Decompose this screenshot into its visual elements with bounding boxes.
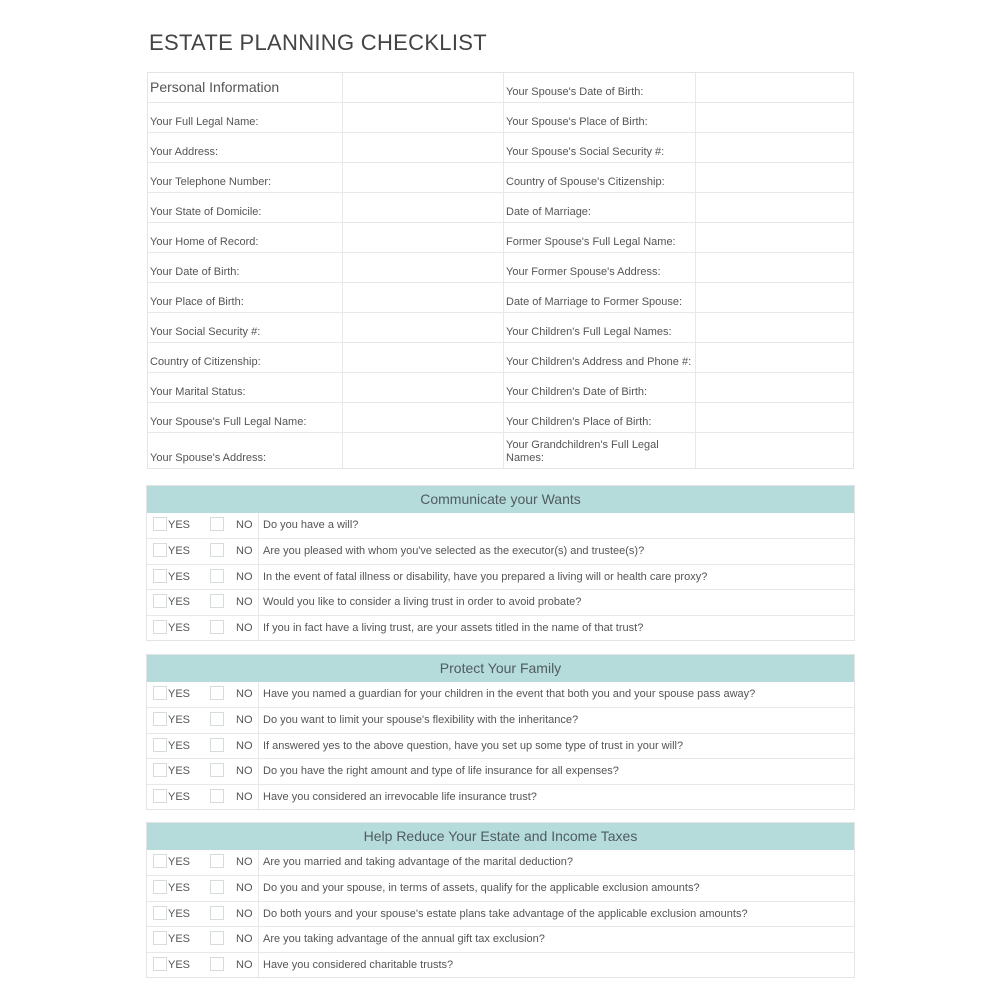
question-text: Do you and your spouse, in terms of assets, qualify for the applicable exclusion amounts? — [263, 882, 700, 895]
column-divider — [258, 927, 259, 951]
question-row — [147, 682, 854, 707]
field-value[interactable] — [696, 403, 853, 432]
no-label: NO — [236, 621, 253, 634]
field-value[interactable] — [343, 253, 504, 282]
field-value[interactable] — [696, 253, 853, 282]
question-row — [147, 707, 854, 732]
field-label: Your Full Legal Name: — [148, 103, 343, 132]
no-checkbox[interactable] — [210, 543, 224, 557]
field-value[interactable] — [696, 193, 853, 222]
field-label: Date of Marriage to Former Spouse: — [504, 283, 696, 312]
yes-checkbox[interactable] — [153, 620, 167, 634]
yes-checkbox[interactable] — [153, 543, 167, 557]
field-value[interactable] — [343, 223, 504, 252]
question-text: In the event of fatal illness or disability, have you prepared a living will or health care proxy? — [263, 570, 708, 583]
field-value[interactable] — [696, 223, 853, 252]
yes-checkbox[interactable] — [153, 854, 167, 868]
question-text: Do you have the right amount and type of life insurance for all expenses? — [263, 765, 619, 778]
section-protect-your-family — [146, 654, 855, 810]
column-divider — [258, 953, 259, 977]
question-text: Do you have a will? — [263, 519, 359, 531]
field-value[interactable] — [343, 193, 504, 222]
field-label: Your Spouse's Full Legal Name: — [148, 403, 343, 432]
no-label: NO — [236, 739, 253, 752]
column-divider — [258, 590, 259, 614]
personal-info-row — [148, 193, 853, 223]
question-row — [147, 901, 854, 926]
question-text: If you in fact have a living trust, are your assets titled in the name of that trust? — [263, 621, 644, 634]
field-label: Your Children's Date of Birth: — [504, 373, 696, 402]
no-label: NO — [236, 545, 253, 558]
field-label: Your Date of Birth: — [148, 253, 343, 282]
personal-info-row — [148, 313, 853, 343]
personal-info-row — [148, 223, 853, 253]
field-value[interactable] — [696, 133, 853, 162]
question-row — [147, 733, 854, 758]
no-label: NO — [236, 570, 253, 583]
yes-checkbox[interactable] — [153, 880, 167, 894]
personal-info-row — [148, 73, 853, 103]
no-checkbox[interactable] — [210, 594, 224, 608]
no-checkbox[interactable] — [210, 517, 224, 531]
yes-label: YES — [168, 714, 191, 727]
no-checkbox[interactable] — [210, 854, 224, 868]
personal-info-row — [148, 343, 853, 373]
column-divider — [258, 902, 259, 926]
yes-label: YES — [168, 790, 191, 803]
yes-label: YES — [168, 545, 191, 558]
column-divider — [258, 616, 259, 640]
question-text: Do you want to limit your spouse's flexibility with the inheritance? — [263, 714, 579, 727]
section-title: Protect Your Family — [147, 655, 854, 682]
no-label: NO — [236, 958, 253, 971]
column-divider — [258, 876, 259, 900]
no-label: NO — [236, 907, 253, 920]
no-checkbox[interactable] — [210, 686, 224, 700]
field-label: Your Former Spouse's Address: — [504, 253, 696, 282]
field-value[interactable] — [343, 283, 504, 312]
yes-checkbox[interactable] — [153, 931, 167, 945]
field-label: Your Marital Status: — [148, 373, 343, 402]
field-value[interactable] — [696, 433, 853, 468]
yes-checkbox[interactable] — [153, 517, 167, 531]
field-label: Your Children's Full Legal Names: — [504, 313, 696, 342]
question-text: Do both yours and your spouse's estate plans take advantage of the applicable exclusion amounts? — [263, 907, 748, 920]
yes-label: YES — [168, 933, 191, 946]
personal-info-header: Personal Information — [148, 73, 343, 102]
no-checkbox[interactable] — [210, 931, 224, 945]
no-label: NO — [236, 714, 253, 727]
section-title: Communicate your Wants — [147, 486, 854, 513]
field-value[interactable] — [696, 163, 853, 192]
no-checkbox[interactable] — [210, 738, 224, 752]
question-text: Are you married and taking advantage of the marital deduction? — [263, 856, 574, 868]
no-checkbox[interactable] — [210, 880, 224, 894]
field-value[interactable] — [696, 103, 853, 132]
yes-checkbox[interactable] — [153, 594, 167, 608]
field-value[interactable] — [343, 403, 504, 432]
yes-label: YES — [168, 856, 191, 868]
personal-info-row — [148, 133, 853, 163]
no-checkbox[interactable] — [210, 789, 224, 803]
question-row — [147, 615, 854, 640]
column-divider — [258, 850, 259, 875]
field-label: Date of Marriage: — [504, 193, 696, 222]
field-label: Country of Spouse's Citizenship: — [504, 163, 696, 192]
personal-information-table — [147, 72, 854, 469]
column-divider — [258, 539, 259, 563]
field-value[interactable] — [696, 73, 853, 102]
yes-label: YES — [168, 519, 191, 531]
section-communicate-your-wants — [146, 485, 855, 641]
column-divider — [258, 513, 259, 538]
no-label: NO — [236, 933, 253, 946]
field-value[interactable] — [343, 103, 504, 132]
section-title: Help Reduce Your Estate and Income Taxes — [147, 823, 854, 850]
column-divider — [258, 734, 259, 758]
question-text: Are you taking advantage of the annual gift tax exclusion? — [263, 933, 545, 946]
yes-label: YES — [168, 739, 191, 752]
yes-label: YES — [168, 882, 191, 895]
yes-checkbox[interactable] — [153, 906, 167, 920]
question-row — [147, 875, 854, 900]
field-label: Former Spouse's Full Legal Name: — [504, 223, 696, 252]
field-label: Country of Citizenship: — [148, 343, 343, 372]
question-text: Are you pleased with whom you've selected as the executor(s) and trustee(s)? — [263, 545, 645, 558]
question-row — [147, 538, 854, 563]
personal-info-row — [148, 283, 853, 313]
question-row — [147, 952, 854, 977]
no-checkbox[interactable] — [210, 957, 224, 971]
no-checkbox[interactable] — [210, 620, 224, 634]
field-label: Your Social Security #: — [148, 313, 343, 342]
question-row — [147, 564, 854, 589]
yes-label: YES — [168, 621, 191, 634]
personal-info-row — [148, 253, 853, 283]
field-value[interactable] — [696, 313, 853, 342]
field-value[interactable] — [343, 313, 504, 342]
field-label: Your Place of Birth: — [148, 283, 343, 312]
question-text: If answered yes to the above question, have you set up some type of trust in your will? — [263, 739, 684, 752]
column-divider — [258, 682, 259, 707]
personal-info-row — [148, 403, 853, 433]
field-label: Your State of Domicile: — [148, 193, 343, 222]
question-row — [147, 926, 854, 951]
field-label: Your Spouse's Social Security #: — [504, 133, 696, 162]
field-label: Your Telephone Number: — [148, 163, 343, 192]
question-text: Have you considered charitable trusts? — [263, 958, 454, 971]
no-checkbox[interactable] — [210, 569, 224, 583]
personal-info-row — [148, 163, 853, 193]
yes-label: YES — [168, 570, 191, 583]
no-label: NO — [236, 519, 253, 531]
question-row — [147, 850, 854, 875]
yes-label: YES — [168, 596, 191, 609]
yes-checkbox[interactable] — [153, 957, 167, 971]
column-divider — [258, 565, 259, 589]
yes-checkbox[interactable] — [153, 738, 167, 752]
column-divider — [258, 708, 259, 732]
yes-label: YES — [168, 958, 191, 971]
question-text: Would you like to consider a living trust in order to avoid probate? — [263, 596, 582, 609]
field-value[interactable] — [343, 343, 504, 372]
question-text: Have you named a guardian for your children in the event that both you and your spouse pass away? — [263, 688, 756, 700]
question-row — [147, 589, 854, 614]
field-value[interactable] — [343, 163, 504, 192]
no-label: NO — [236, 790, 253, 803]
yes-label: YES — [168, 688, 191, 700]
no-label: NO — [236, 596, 253, 609]
field-value[interactable] — [343, 433, 504, 468]
field-label: Your Home of Record: — [148, 223, 343, 252]
field-value[interactable] — [343, 373, 504, 402]
no-label: NO — [236, 856, 253, 868]
field-label: Your Spouse's Address: — [148, 433, 343, 468]
personal-info-row — [148, 433, 853, 468]
no-label: NO — [236, 688, 253, 700]
yes-checkbox[interactable] — [153, 789, 167, 803]
personal-info-row — [148, 103, 853, 133]
field-value[interactable] — [696, 343, 853, 372]
field-label: Your Spouse's Place of Birth: — [504, 103, 696, 132]
no-checkbox[interactable] — [210, 763, 224, 777]
question-text: Have you considered an irrevocable life insurance trust? — [263, 790, 537, 803]
no-label: NO — [236, 882, 253, 895]
field-label: Your Children's Place of Birth: — [504, 403, 696, 432]
field-value[interactable] — [696, 283, 853, 312]
column-divider — [258, 759, 259, 783]
personal-info-row — [148, 373, 853, 403]
question-row — [147, 758, 854, 783]
question-row — [147, 513, 854, 538]
section-reduce-taxes — [146, 822, 855, 978]
field-label: Your Address: — [148, 133, 343, 162]
field-value[interactable] — [343, 133, 504, 162]
question-row — [147, 784, 854, 809]
yes-checkbox[interactable] — [153, 686, 167, 700]
field-label: Your Grandchildren's Full Legal Names: — [504, 433, 696, 468]
yes-label: YES — [168, 765, 191, 778]
field-label: Your Children's Address and Phone #: — [504, 343, 696, 372]
field-label: Your Spouse's Date of Birth: — [504, 73, 696, 102]
yes-checkbox[interactable] — [153, 569, 167, 583]
yes-checkbox[interactable] — [153, 763, 167, 777]
no-checkbox[interactable] — [210, 906, 224, 920]
yes-label: YES — [168, 907, 191, 920]
column-divider — [258, 785, 259, 809]
yes-checkbox[interactable] — [153, 712, 167, 726]
header-spacer — [343, 73, 504, 102]
no-checkbox[interactable] — [210, 712, 224, 726]
page-title: ESTATE PLANNING CHECKLIST — [149, 30, 487, 55]
no-label: NO — [236, 765, 253, 778]
field-value[interactable] — [696, 373, 853, 402]
